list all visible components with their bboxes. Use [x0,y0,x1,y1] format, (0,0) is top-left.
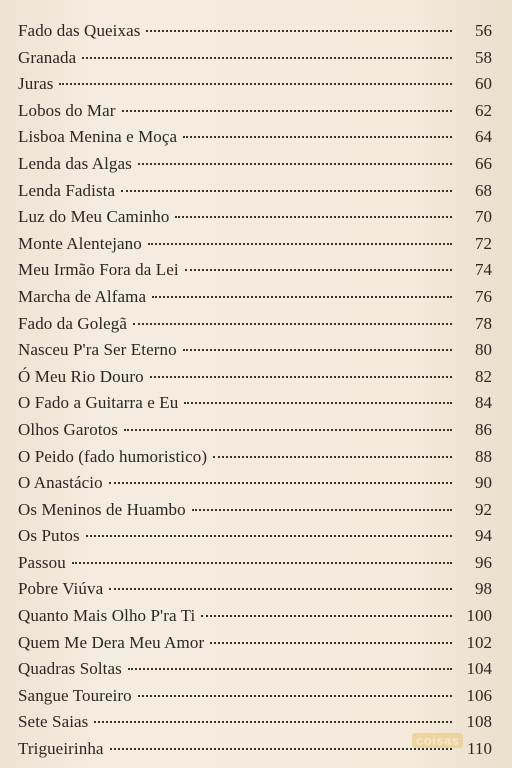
toc-entry-page-number: 106 [466,685,492,705]
toc-entry-title: O Peido (fado humoristico) [18,446,208,466]
watermark-logo: coisas [412,733,463,748]
toc-entry [18,390,492,417]
toc-entry-title: Sangue Toureiro [18,685,132,705]
toc-entry-title: Lisboa Menina e Moça [18,127,178,147]
toc-entry [18,683,492,710]
toc-entry [18,470,492,497]
dot-leader [148,242,452,245]
toc-entry-page-number: 86 [475,419,492,439]
toc-entry [18,523,492,550]
toc-entry-page-number: 90 [475,473,492,493]
toc-entry-page-number: 76 [475,286,492,306]
dot-leader [128,667,452,670]
toc-entry-title: Quanto Mais Olho P'ra Ti [18,606,196,626]
toc-entry [18,231,492,258]
toc-entry-page-number: 98 [475,579,492,599]
toc-entry-page-number: 110 [467,739,492,759]
toc-entry-title: Quem Me Dera Meu Amor [18,632,205,652]
dot-leader [122,109,452,112]
toc-entry-page-number: 92 [475,499,492,519]
dot-leader [110,747,452,750]
toc-entry-title: Lobos do Mar [18,100,116,120]
toc-entry [18,497,492,524]
dot-leader [124,428,452,431]
toc-entry-page-number: 66 [475,153,492,173]
dot-leader [201,614,452,617]
dot-leader [138,162,452,165]
toc-entry-page-number: 74 [475,260,492,280]
dot-leader [82,56,452,59]
toc-entry-page-number: 80 [475,340,492,360]
dot-leader [213,455,452,458]
toc-entry-page-number: 108 [466,712,492,732]
toc-entry-page-number: 82 [475,366,492,386]
dot-leader [183,135,452,138]
toc-entry [18,18,492,45]
dot-leader [192,508,452,511]
dot-leader [121,189,452,192]
toc-entry-page-number: 78 [475,313,492,333]
toc-entry [18,45,492,72]
toc-entry-title: Ó Meu Rio Douro [18,366,144,386]
toc-entry-title: Olhos Garotos [18,419,118,439]
toc-entry-page-number: 68 [475,180,492,200]
toc-entry [18,337,492,364]
toc-entry [18,98,492,125]
toc-entry-title: Passou [18,552,66,572]
dot-leader [150,375,452,378]
toc-entry-title: Fado das Queixas [18,21,141,40]
toc-entry [18,204,492,231]
dot-leader [146,29,452,32]
toc-entry-title: O Anastácio [18,473,103,493]
toc-entry [18,311,492,338]
dot-leader [86,534,452,537]
toc-entry [18,576,492,603]
toc-entry-title: Quadras Soltas [18,659,122,679]
toc-entry-title: Meu Irmão Fora da Lei [18,260,179,280]
toc-entry-page-number: 70 [475,207,492,227]
toc-entry [18,630,492,657]
toc-entry-page-number: 96 [475,552,492,572]
toc-entry [18,603,492,630]
toc-entry [18,178,492,205]
toc-entry [18,71,492,98]
toc-entry-title: Os Putos [18,526,80,546]
dot-leader [185,268,452,271]
toc-entry-page-number: 72 [475,233,492,253]
toc-entry [18,444,492,471]
toc-entry-title: Lenda Fadista [18,180,116,200]
toc-entry-title: Sete Saias [18,712,89,732]
dot-leader [133,322,452,325]
toc-entry-title: Nasceu P'ra Ser Eterno [18,340,177,360]
table-of-contents [18,18,492,763]
toc-entry-page-number: 62 [475,100,492,120]
toc-entry [18,257,492,284]
toc-entry-title: Os Meninos de Huambo [18,499,186,519]
toc-entry [18,364,492,391]
toc-entry-title: Marcha de Alfama [18,286,147,306]
dot-leader [175,215,452,218]
dot-leader [59,82,452,85]
toc-entry-title: Juras [18,74,54,94]
toc-entry [18,284,492,311]
toc-entry-page-number: 94 [475,526,492,546]
toc-entry-title: Trigueirinha [18,739,104,759]
toc-entry-page-number: 104 [466,659,492,679]
toc-entry-title: Pobre Viúva [18,579,104,599]
toc-entry [18,550,492,577]
dot-leader [109,587,452,590]
toc-entry-page-number: 64 [475,127,492,147]
toc-entry-title: Monte Alentejano [18,233,142,253]
dot-leader [109,481,452,484]
toc-entry-page-number: 84 [475,393,492,413]
toc-entry-page-number: 60 [475,74,492,94]
dot-leader [94,720,452,723]
toc-entry-page-number: 58 [475,47,492,67]
toc-entry-page-number: 100 [466,606,492,626]
toc-entry [18,151,492,178]
toc-entry [18,124,492,151]
toc-entry-title: Lenda das Algas [18,153,132,173]
dot-leader [72,561,452,564]
toc-entry-title: O Fado a Guitarra e Eu [18,393,179,413]
dot-leader [152,295,452,298]
toc-entry-page-number: 102 [466,632,492,652]
toc-entry-page-number: 88 [475,446,492,466]
dot-leader [183,348,452,351]
toc-entry-title: Granada [18,47,77,67]
toc-entry [18,417,492,444]
toc-entry [18,656,492,683]
dot-leader [184,401,452,404]
toc-entry-page-number: 56 [475,21,492,40]
dot-leader [138,694,452,697]
toc-entry-title: Luz do Meu Caminho [18,207,170,227]
dot-leader [210,641,452,644]
toc-entry-title: Fado da Golegã [18,313,128,333]
